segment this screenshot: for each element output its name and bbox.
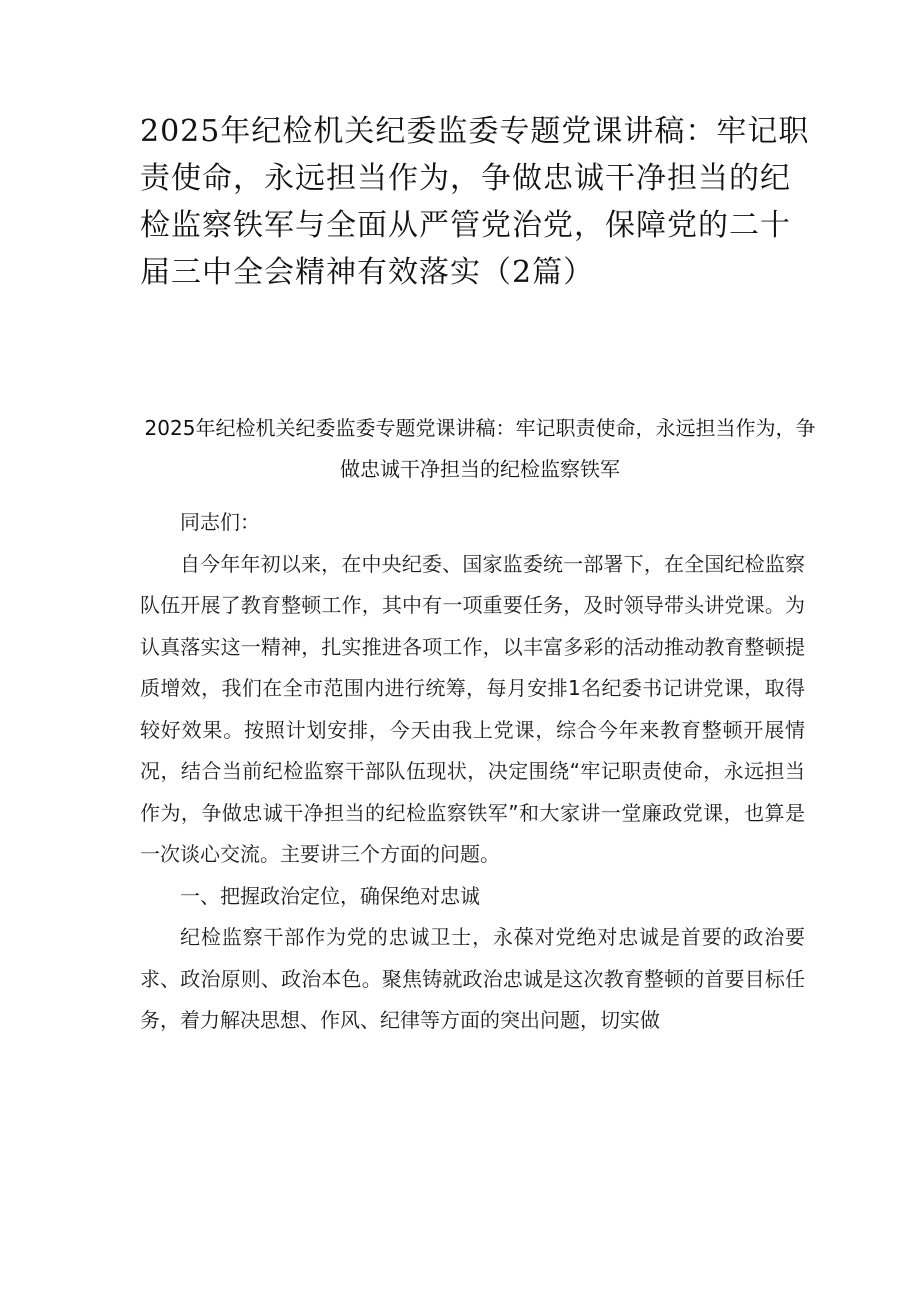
paragraph-intro: 自今年年初以来，在中央纪委、国家监委统一部署下，在全国纪检监察队伍开展了教育整顿工作，其中有一项重要任务，及时领导带头讲党课。为认真落实这一精神，扎实推进各项工作，以丰富多彩的活动推动教育整顿提质增效，我们在全市范围内进行统筹，每月安排1名纪委书记讲党课，取得较好效果。按照计划安排，今天由我上党课，综合今年来教育整顿开展情况，结合当前纪检监察干部队伍现状，决定围绕“牢记职责使命，永远担当作为，争做忠诚干净担当的纪检监察铁军”和大家讲一堂廉政党课，也算是一次谈心交流。主要讲三个方面的问题。 bbox=[140, 551, 805, 866]
document-body bbox=[140, 502, 805, 1042]
document-main-title: 2025年纪检机关纪委监委专题党课讲稿：牢记职责使命，永远担当作为，争做忠诚干净担当的纪检监察铁军与全面从严管党治党，保障党的二十届三中全会精神有效落实（2篇） bbox=[140, 114, 810, 290]
salutation: 同志们： bbox=[180, 510, 260, 534]
heading-section-one: 一、把握政治定位，确保绝对忠诚 bbox=[180, 883, 480, 908]
section-title: 2025年纪检机关纪委监委专题党课讲稿：牢记职责使命，永远担当作为，争做忠诚干净担当的纪检监察铁军 bbox=[144, 416, 816, 481]
paragraph-section-one: 纪检监察干部作为党的忠诚卫士，永葆对党绝对忠诚是首要的政治要求、政治原则、政治本色。聚焦铸就政治忠诚是这次教育整顿的首要目标任务，着力解决思想、作风、纪律等方面的突出问题，切实做 bbox=[140, 925, 805, 1032]
